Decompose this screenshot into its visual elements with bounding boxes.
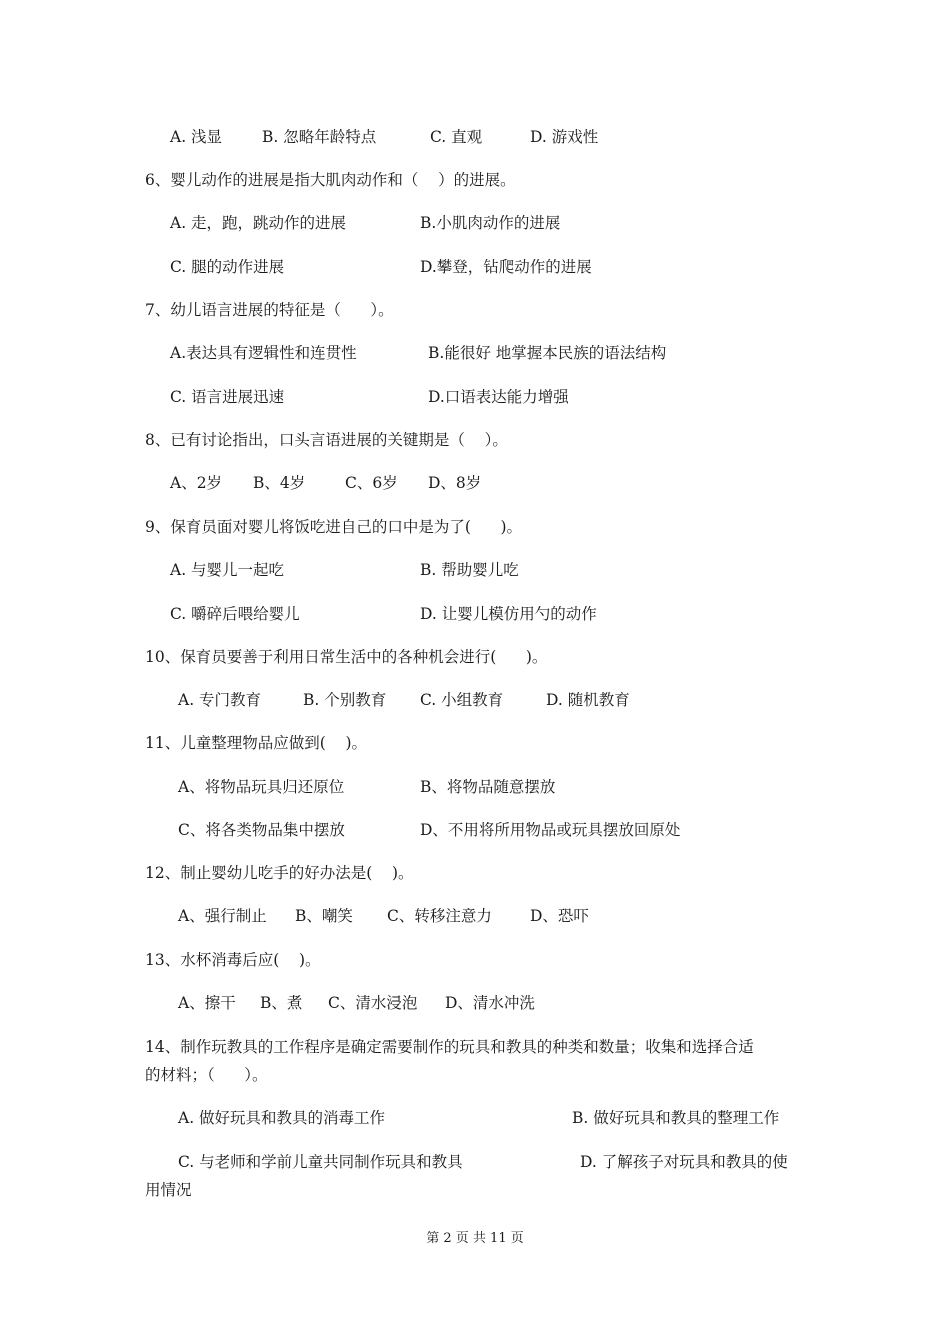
q9-option-d: D. 让婴儿模仿用勺的动作 [420,605,597,623]
q8-option-d: D、8岁 [428,474,482,492]
q14-option-d-line2: 用情况 [145,1181,192,1199]
q13-option-d: D、清水冲洗 [445,994,535,1012]
q12-option-a: A、强行制止 [178,907,267,925]
q10-option-d: D. 随机教育 [546,691,630,709]
q11-option-b: B、将物品随意摆放 [420,778,556,796]
q9-stem: 9、保育员面对婴儿将饭吃进自己的口中是为了( )。 [145,518,523,536]
q13-option-a: A、擦干 [178,994,236,1012]
page-footer: 第 2 页 共 11 页 [426,1231,524,1246]
q9-option-b: B. 帮助婴儿吃 [420,561,519,579]
q6-option-d: D.攀登，钻爬动作的进展 [420,258,592,276]
q11-option-a: A、将物品玩具归还原位 [178,778,345,796]
q8-option-c: C、6岁 [345,474,398,492]
q7-stem: 7、幼儿语言进展的特征是（ ）。 [145,301,394,319]
q14-option-d-line1: D. 了解孩子对玩具和教具的使 [580,1153,788,1171]
q12-option-c: C、转移注意力 [387,907,492,925]
q10-stem: 10、保育员要善于利用日常生活中的各种机会进行( )。 [145,648,548,666]
q5-option-a: A. 浅显 [170,128,223,146]
q10-option-a: A. 专门教育 [178,691,262,709]
q12-stem: 12、制止婴幼儿吃手的好办法是( )。 [145,864,414,882]
q9-option-c: C. 嚼碎后喂给婴儿 [170,605,300,623]
q14-option-b: B. 做好玩具和教具的整理工作 [572,1109,780,1127]
q6-option-c: C. 腿的动作进展 [170,258,285,276]
q5-option-d: D. 游戏性 [530,128,599,146]
q10-option-c: C. 小组教育 [420,691,504,709]
q6-option-a: A. 走，跑，跳动作的进展 [170,214,347,232]
q14-option-a: A. 做好玩具和教具的消毒工作 [178,1109,386,1127]
q14-stem-line2: 的材料；（ ）。 [145,1066,268,1084]
q9-option-a: A. 与婴儿一起吃 [170,561,285,579]
q7-option-d: D.口语表达能力增强 [428,388,569,406]
q10-option-b: B. 个别教育 [303,691,387,709]
q14-stem-line1: 14、制作玩教具的工作程序是确定需要制作的玩具和教具的种类和数量；收集和选择合适 [145,1038,754,1056]
q5-option-c: C. 直观 [430,128,483,146]
q5-option-b: B. 忽略年龄特点 [262,128,377,146]
q13-stem: 13、水杯消毒后应( )。 [145,951,321,969]
q12-option-b: B、嘲笑 [295,907,353,925]
q14-option-c: C. 与老师和学前儿童共同制作玩具和教具 [178,1153,463,1171]
q13-option-c: C、清水浸泡 [328,994,418,1012]
q11-stem: 11、儿童整理物品应做到( )。 [145,734,368,752]
q6-option-b: B.小肌肉动作的进展 [420,214,561,232]
q13-option-b: B、煮 [260,994,303,1012]
q7-option-c: C. 语言进展迅速 [170,388,285,406]
q8-option-b: B、4岁 [253,474,306,492]
q6-stem: 6、婴儿动作的进展是指大肌肉动作和（ ）的进展。 [145,171,516,189]
q8-stem: 8、已有讨论指出，口头言语进展的关键期是（ ）。 [145,431,508,449]
q7-option-a: A.表达具有逻辑性和连贯性 [170,344,357,362]
q7-option-b: B.能很好 地掌握本民族的语法结构 [428,344,667,362]
q12-option-d: D、恐吓 [530,907,589,925]
q11-option-c: C、将各类物品集中摆放 [178,821,345,839]
q11-option-d: D、不用将所用物品或玩具摆放回原处 [420,821,681,839]
q8-option-a: A、2岁 [170,474,223,492]
